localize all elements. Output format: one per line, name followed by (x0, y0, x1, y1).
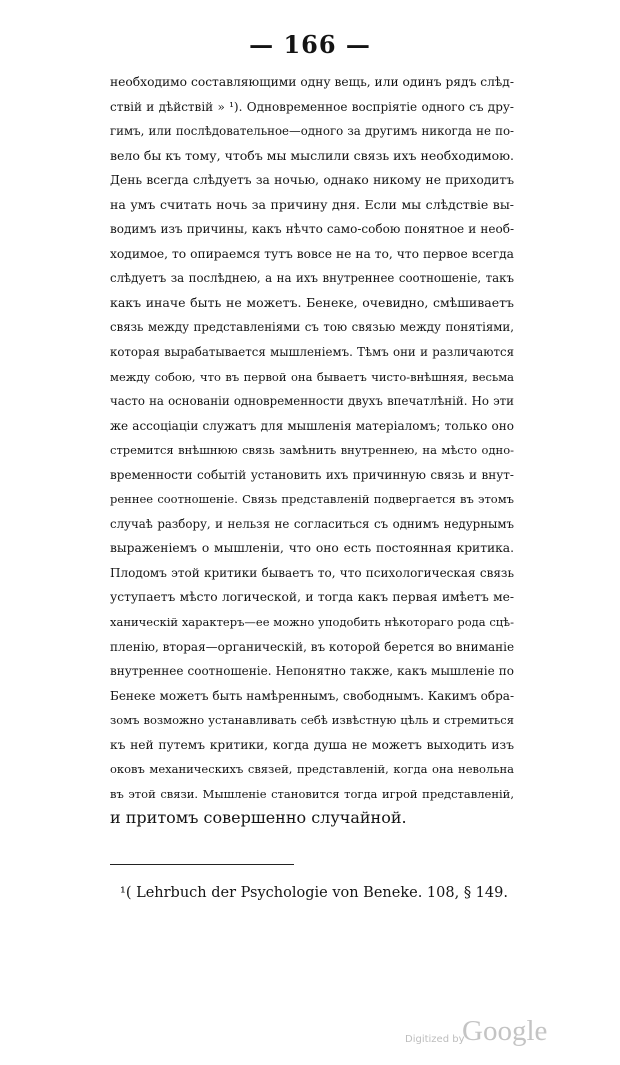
text-line: Плодомъ этой критики бываетъ то, что психологическая связь (110, 565, 514, 580)
text-line: слѣдуетъ за послѣднею, а на ихъ внутреннее соотношеніе, такъ (110, 271, 514, 286)
google-logo: Google (462, 1015, 548, 1047)
text-line: какъ иначе быть не можетъ. Бенеке, очевидно, смѣшиваетъ (110, 294, 514, 310)
text-line: же ассоціаціи служатъ для мышленія матеріаломъ; только оно (110, 418, 514, 433)
text-line: между собою, что въ первой она бываетъ чисто-внѣшняя, весьма (110, 369, 514, 384)
text-line: уступаетъ мѣсто логической, и тогда какъ первая имѣетъ ме- (110, 590, 514, 605)
text-line: выраженіемъ о мышленіи, что оно есть постоянная критика. (110, 541, 514, 556)
page-number: — 166 — (249, 30, 371, 59)
text-line: гимъ, или послѣдовательное—одного за другимъ никогда не по- (110, 124, 514, 139)
text-line: День всегда слѣдуетъ за ночью, однако никому не приходитъ (110, 173, 514, 188)
text-line: случаѣ разбору, и нельзя не согласиться съ однимъ недурнымъ (110, 516, 514, 531)
text-line: временности событій установить ихъ причинную связь и внут- (110, 467, 514, 482)
text-line: къ ней путемъ критики, когда душа не можетъ выходить изъ (110, 737, 514, 752)
text-line: реннее соотношеніе. Связь представленій подвергается въ этомъ (110, 492, 514, 507)
text-line: ходимое, то опираемся тутъ вовсе не на то, что первое всегда (110, 246, 514, 261)
text-line: связь между представленіями съ тою связью между понятіями, (110, 320, 514, 335)
text-line: оковъ механическихъ связей, представленій, когда она невольна (110, 762, 514, 777)
text-line: ствій и дѣйствій » ¹). Одновременное воспріятіе одного съ дру- (110, 99, 514, 114)
text-line: зомъ возможно устанавливать себѣ извѣстную цѣль и стремиться (110, 713, 514, 728)
text-line: часто на основаніи одновременности двухъ впечатлѣній. Но эти (110, 394, 514, 409)
text-line: въ этой связи. Мышленіе становится тогда игрой представленій, (110, 786, 514, 801)
text-line: ханическій характеръ—ее можно уподобить нѣкотораго рода сцѣ- (110, 615, 514, 630)
text-line: на умъ считать ночь за причину дня. Если мы слѣдствіе вы- (110, 196, 514, 212)
text-line: и притомъ совершенно случайной. (110, 808, 407, 828)
text-line: стремится внѣшнюю связь замѣнить внутреннею, на мѣсто одно- (110, 443, 514, 458)
footnote: ¹( Lehrbuch der Psychologie von Beneke. 108, § 149. (120, 885, 508, 901)
text-line: внутреннее соотношеніе. Непонятно также, какъ мышленіе по (110, 664, 514, 679)
text-line: вело бы къ тому, чтобъ мы мыслили связь ихъ необходимою. (110, 147, 514, 163)
text-line: водимъ изъ причины, какъ нѣчто само-собою понятное и необ- (110, 222, 514, 237)
footnote-divider (110, 864, 294, 865)
text-line: необходимо составляющими одну вещь, или одинъ рядъ слѣд- (110, 75, 514, 89)
body-text (110, 70, 514, 831)
text-line: которая вырабатывается мышленіемъ. Тѣмъ они и различаются (110, 345, 514, 360)
text-line: пленію, вторая—органическій, въ которой берется во вниманіе (110, 639, 515, 654)
digitized-by-label: Digitized by (405, 1034, 465, 1045)
text-line: Бенеке можетъ быть намѣреннымъ, свободнымъ. Какимъ обра- (110, 688, 514, 703)
